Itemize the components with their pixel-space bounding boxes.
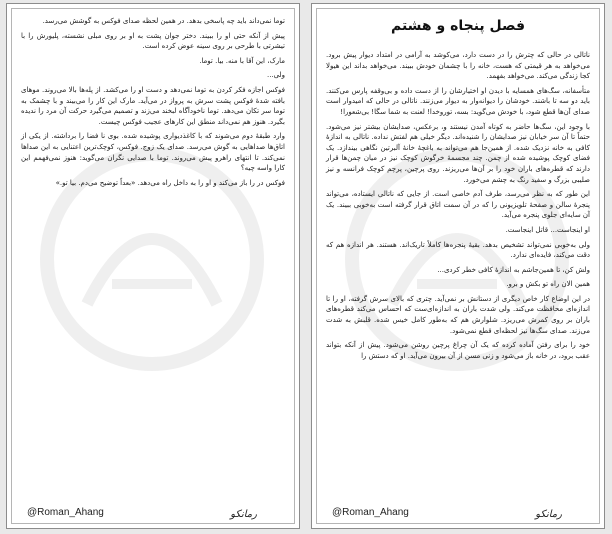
footer-brand: رمانکو (535, 509, 562, 520)
paragraph: مارک، این آقا با منه. بیا. توما. (199, 56, 285, 65)
footer-brand: رمانکو (230, 509, 257, 520)
footer-handle: @Roman_Ahang (332, 507, 409, 518)
paragraph: متأسفانه، سگ‌های همسایه با دیدن او اختیارشان را از دست داده و بی‌وقفه پارس می‌کنند. باید دو سه تا باشند. خودشان را دیوانه‌وار به دیوار می‌زنند. ناتالی در حالی که امیدوار است صدای آن‌ها قطع شود، با خودش می‌گوید: بسه، توروخدا! لعنت به شما سگا! بی‌شعورا! (326, 86, 590, 116)
paragraph: ولش کن، تا همین‌جاشم به اندازهٔ کافی خطر کردی... (437, 265, 590, 274)
paragraph: ناتالی در حالی که چترش را در دست دارد، می‌کوشد به آرامی در امتداد دیوار پیش برود. می‌خواهد به هر قیمتی که هست، خانه را با چشمان خودش ببیند. می‌خواهد بداند این هیولا کجا زندگی می‌کند. می‌خواهد بفهمد. (326, 51, 590, 81)
paragraph: با وجود این، سگ‌ها حاضر به کوتاه آمدن نیستند و، برعکس، صدایشان بیشتر نیز می‌شود. حتماً تا آن سر خیابان نیز صدایشان را شنیده‌اند. دیگر خیلی هم لفتش نداده. ناتالی به اندازهٔ کافی به خانه نزدیک شده. از همین‌جا هم می‌تواند به باغچهٔ خانهٔ آلبرتین نگاهی بیندازد. یک فضای کوچک پوشیده شده از چمن. چند مجسمهٔ خرگوش کوچک نیز در میان چمن‌ها قرار دارند که قطره‌های باران خود را بر آن‌ها می‌ریزند. روی پرچین، پرچم کوچک فرانسه و نیز صلیبی بزرگ و سفید رنگ به چشم می‌خورد. (326, 122, 590, 184)
paragraph: فوکس در را باز می‌کند و او را به داخل راه می‌دهد. «بعداً توضیح می‌دم. بیا تو.» (55, 178, 285, 187)
footer-handle: @Roman_Ahang (27, 507, 104, 518)
paragraph: او اینجاست... قاتل اینجاست. (505, 225, 590, 234)
paragraph: پیش از آنکه حتی او را ببیند. دختر جوان پشت به او بر روی مبلی نشسته، پلیورش را با تیشرتی با طرحی بر روی سینه عوض کرده است. (21, 31, 285, 51)
paragraph: همین الان راه تو بکش و برو. (506, 280, 590, 289)
paragraph: وارد طبقهٔ دوم می‌شوند که با کاغذدیواری پوشیده شده. بوی نا فضا را برداشته. از یکی از اتاق‌ها صداهایی به گوش می‌رسد. صدای یک زوج. فوکس، کوچک‌ترین اعتنایی به این صداها نمی‌کند. تا انتهای راهرو پیش می‌روند. توما با صدایی نگران می‌گوید: هنوز نمی‌فهمم این کارا واسه چیه؟ (21, 132, 285, 173)
paragraph: ولی به‌خوبی نمی‌تواند تشخیص بدهد. بقیهٔ پنجره‌ها کاملاً تاریک‌اند. هستند. هر اندازه هم که دقت می‌کند، فایده‌ای ندارد. (326, 240, 590, 260)
paragraph: ولی... (266, 71, 285, 80)
left-body-text (21, 16, 285, 192)
chapter-title: فصل پنجاه و هشتم (390, 18, 525, 34)
paragraph: این طور که به نظر می‌رسد، طرف آدم خاصی است. از جایی که ناتالی ایستاده، می‌تواند پنجرهٔ سالن و صفحهٔ تلویزیونی را که در آن سمت اتاق قرار گرفته است به‌خوبی ببیند. یک آن سایه‌ای جلوی پنجره می‌آید. (326, 190, 590, 220)
right-body-text (326, 50, 590, 365)
paragraph: توما نمی‌داند باید چه پاسخی بدهد. در همین لحظه صدای فوکس به گوشش می‌رسد. (42, 17, 285, 25)
paragraph: خود را برای رفتن آماده کرده که یک آن چراغ پرچین روشن می‌شود. پیش از آنکه بتواند عقب برود، در خانه باز می‌شود و زنی مسن از آن بیرون می‌آید. او که دستش را (326, 341, 590, 360)
left-page (6, 3, 300, 529)
right-page (311, 3, 605, 529)
paragraph: فوکس اجازه فکر کردن به توما نمی‌دهد و دست او را می‌کشد. از پله‌ها بالا می‌روند. موهای بافته شدهٔ فوکس پشت سرش به پرواز در می‌آید. مارک این کار را می‌بیند و با چشمک به توما سر تکان می‌دهد. توما ناخودآگاه لبخند می‌زند و تصمیم می‌گیرد حرکت آن مرد را ندیده بگیرد. هنوز هم نمی‌داند منطق این کارهای عجیب فوکس چیست. (21, 85, 285, 126)
paragraph: در این اوضاع کار خاص دیگری از دستانش بر نمی‌آید. چتری که بالای سرش گرفته، او را تا اندازه‌ای محافظت می‌کند. ولی شدت باران به اندازه‌ای‌ست که احساس می‌کند قطره‌های باران بر روی کمرش می‌ریزد. شلوارش هم که به‌طور کامل خیس شده. قلبش به شدت می‌زند. صدای سگ‌ها نیز لحظه‌ای قطع نمی‌شود. (326, 294, 590, 335)
